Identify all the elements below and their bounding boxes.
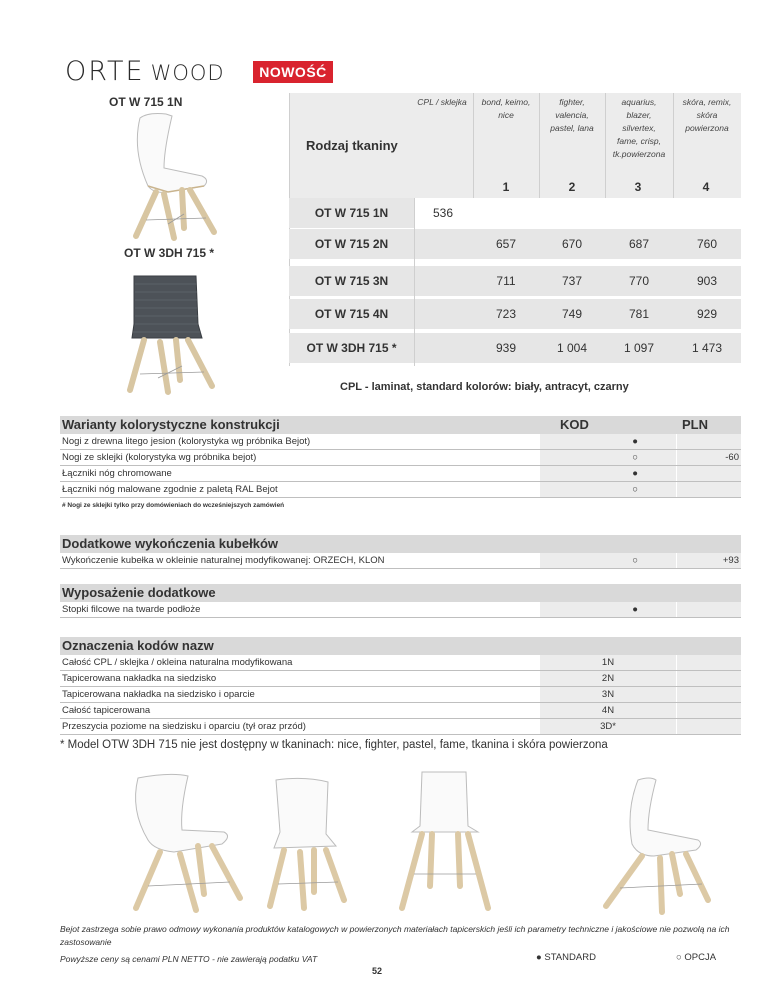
price-cell: 1 473 [691,341,723,355]
price-group-num: 3 [634,180,642,194]
cpl-note: CPL - laminat, standard kolorów: biały, antracyt, czarny [340,381,629,393]
section-header-wyposazenie: Wyposażenie dodatkowe [60,584,741,602]
fabric-col-2: fighter, valencia, pastel, lana [550,97,594,133]
price-cell: 670 [561,237,583,251]
price-group-num: 2 [568,180,576,194]
price-row-label: OT W 715 1N [314,206,389,220]
new-badge: NOWOŚĆ [253,61,333,83]
legend-option: ○ OPCJA [676,952,717,963]
code-row: Całość tapicerowana 4N [60,703,741,719]
option-row: Wykończenie kubełka w okleinie naturalnej modyfikowanej: ORZECH, KLON ○ +93 [60,553,741,569]
model-label-bottom: OT W 3DH 715 * [124,246,215,260]
chair-view-1 [136,774,240,910]
price-row-label: OT W 3DH 715 * [306,341,397,355]
option-row: Łączniki nóg chromowane ● [60,466,741,482]
price-cell: 737 [561,274,583,288]
price-cell: 711 [496,274,516,288]
chair-gallery [100,770,720,915]
price-cell: 781 [628,307,650,321]
price-cell: 903 [696,274,718,288]
fabric-col-cpl: CPL / sklejka [417,97,467,107]
fabric-type-label: Rodzaj tkaniny [306,138,398,153]
price-cell: 536 [432,206,454,220]
section-header-oznaczenia: Oznaczenia kodów nazw [60,637,741,655]
fabric-col-1: bond, keimo, nice [481,97,531,120]
fabric-col-3: aquarius, blazer, silvertex, fame, crisp, tk.powierzona [612,97,666,159]
page-number: 52 [372,966,383,976]
chair-view-3 [402,772,488,908]
chair-image-wood [118,110,228,245]
price-cell: 657 [495,237,517,251]
code-row: Tapicerowana nakładka na siedzisko i oparcie 3N [60,687,741,703]
price-row-label: OT W 715 4N [314,307,389,321]
price-row-label: OT W 715 3N [314,274,389,288]
brand-title: ORTE WOOD [65,56,225,87]
cpl-column [414,198,473,366]
option-row: Łączniki nóg malowane zgodnie z paletą RAL Bejot ○ [60,482,741,498]
section-header-wykonczenia: Dodatkowe wykończenia kubełków [60,535,741,553]
option-row: Nogi ze sklejki (kolorystyka wg próbnika bejot) ○ -60 [60,450,741,466]
fabric-col-4: skóra, remix, skóra powierzona [682,97,732,133]
code-row: Przeszycia poziome na siedzisku i oparciu (tył oraz przód) 3D* [60,719,741,735]
price-cell: 1 004 [556,341,588,355]
price-cell: 749 [561,307,583,321]
plywood-note: # Nogi ze sklejki tylko przy domówieniach do wcześniejszych zamówień [62,502,285,509]
price-cell: 1 097 [623,341,655,355]
option-row: Stopki filcowe na twarde podłoże ● [60,602,741,618]
price-row-label: OT W 715 2N [314,237,389,251]
price-cell: 760 [696,237,718,251]
price-cell: 723 [495,307,517,321]
option-row: Nogi z drewna litego jesion (kolorystyka wg próbnika Bejot) ● [60,434,741,450]
chair-view-2 [270,778,344,908]
netto-note: Powyższe ceny są cenami PLN NETTO - nie zawierają podatku VAT [60,954,318,964]
price-group-num: 4 [702,180,710,194]
chair-view-4 [606,778,708,912]
price-cell: 687 [628,237,650,251]
code-row: Całość CPL / sklejka / okleina naturalna modyfikowana 1N [60,655,741,671]
legend-standard: ● STANDARD [536,952,596,963]
price-cell: 770 [628,274,650,288]
chair-image-upholstered [118,262,228,397]
availability-footnote: * Model OTW 3DH 715 nie jest dostępny w tkaninach: nice, fighter, pastel, fame, tkanina i skóra powierzona [60,739,608,751]
disclaimer: Bejot zastrzega sobie prawo odmowy wykonania produktów katalogowych w powierzonych materiałach tapicerskich jeśli ich parametry techniczne i jakościowe nie pozwolą na ich zastosowanie [60,924,730,947]
price-group-num: 1 [502,180,510,194]
model-label-top: OT W 715 1N [109,95,183,109]
section-header-warianty: Warianty kolorystyczne konstrukcji KOD PLN [60,416,741,434]
price-cell: 939 [495,341,517,355]
price-cell: 929 [696,307,718,321]
code-row: Tapicerowana nakładka na siedzisko 2N [60,671,741,687]
